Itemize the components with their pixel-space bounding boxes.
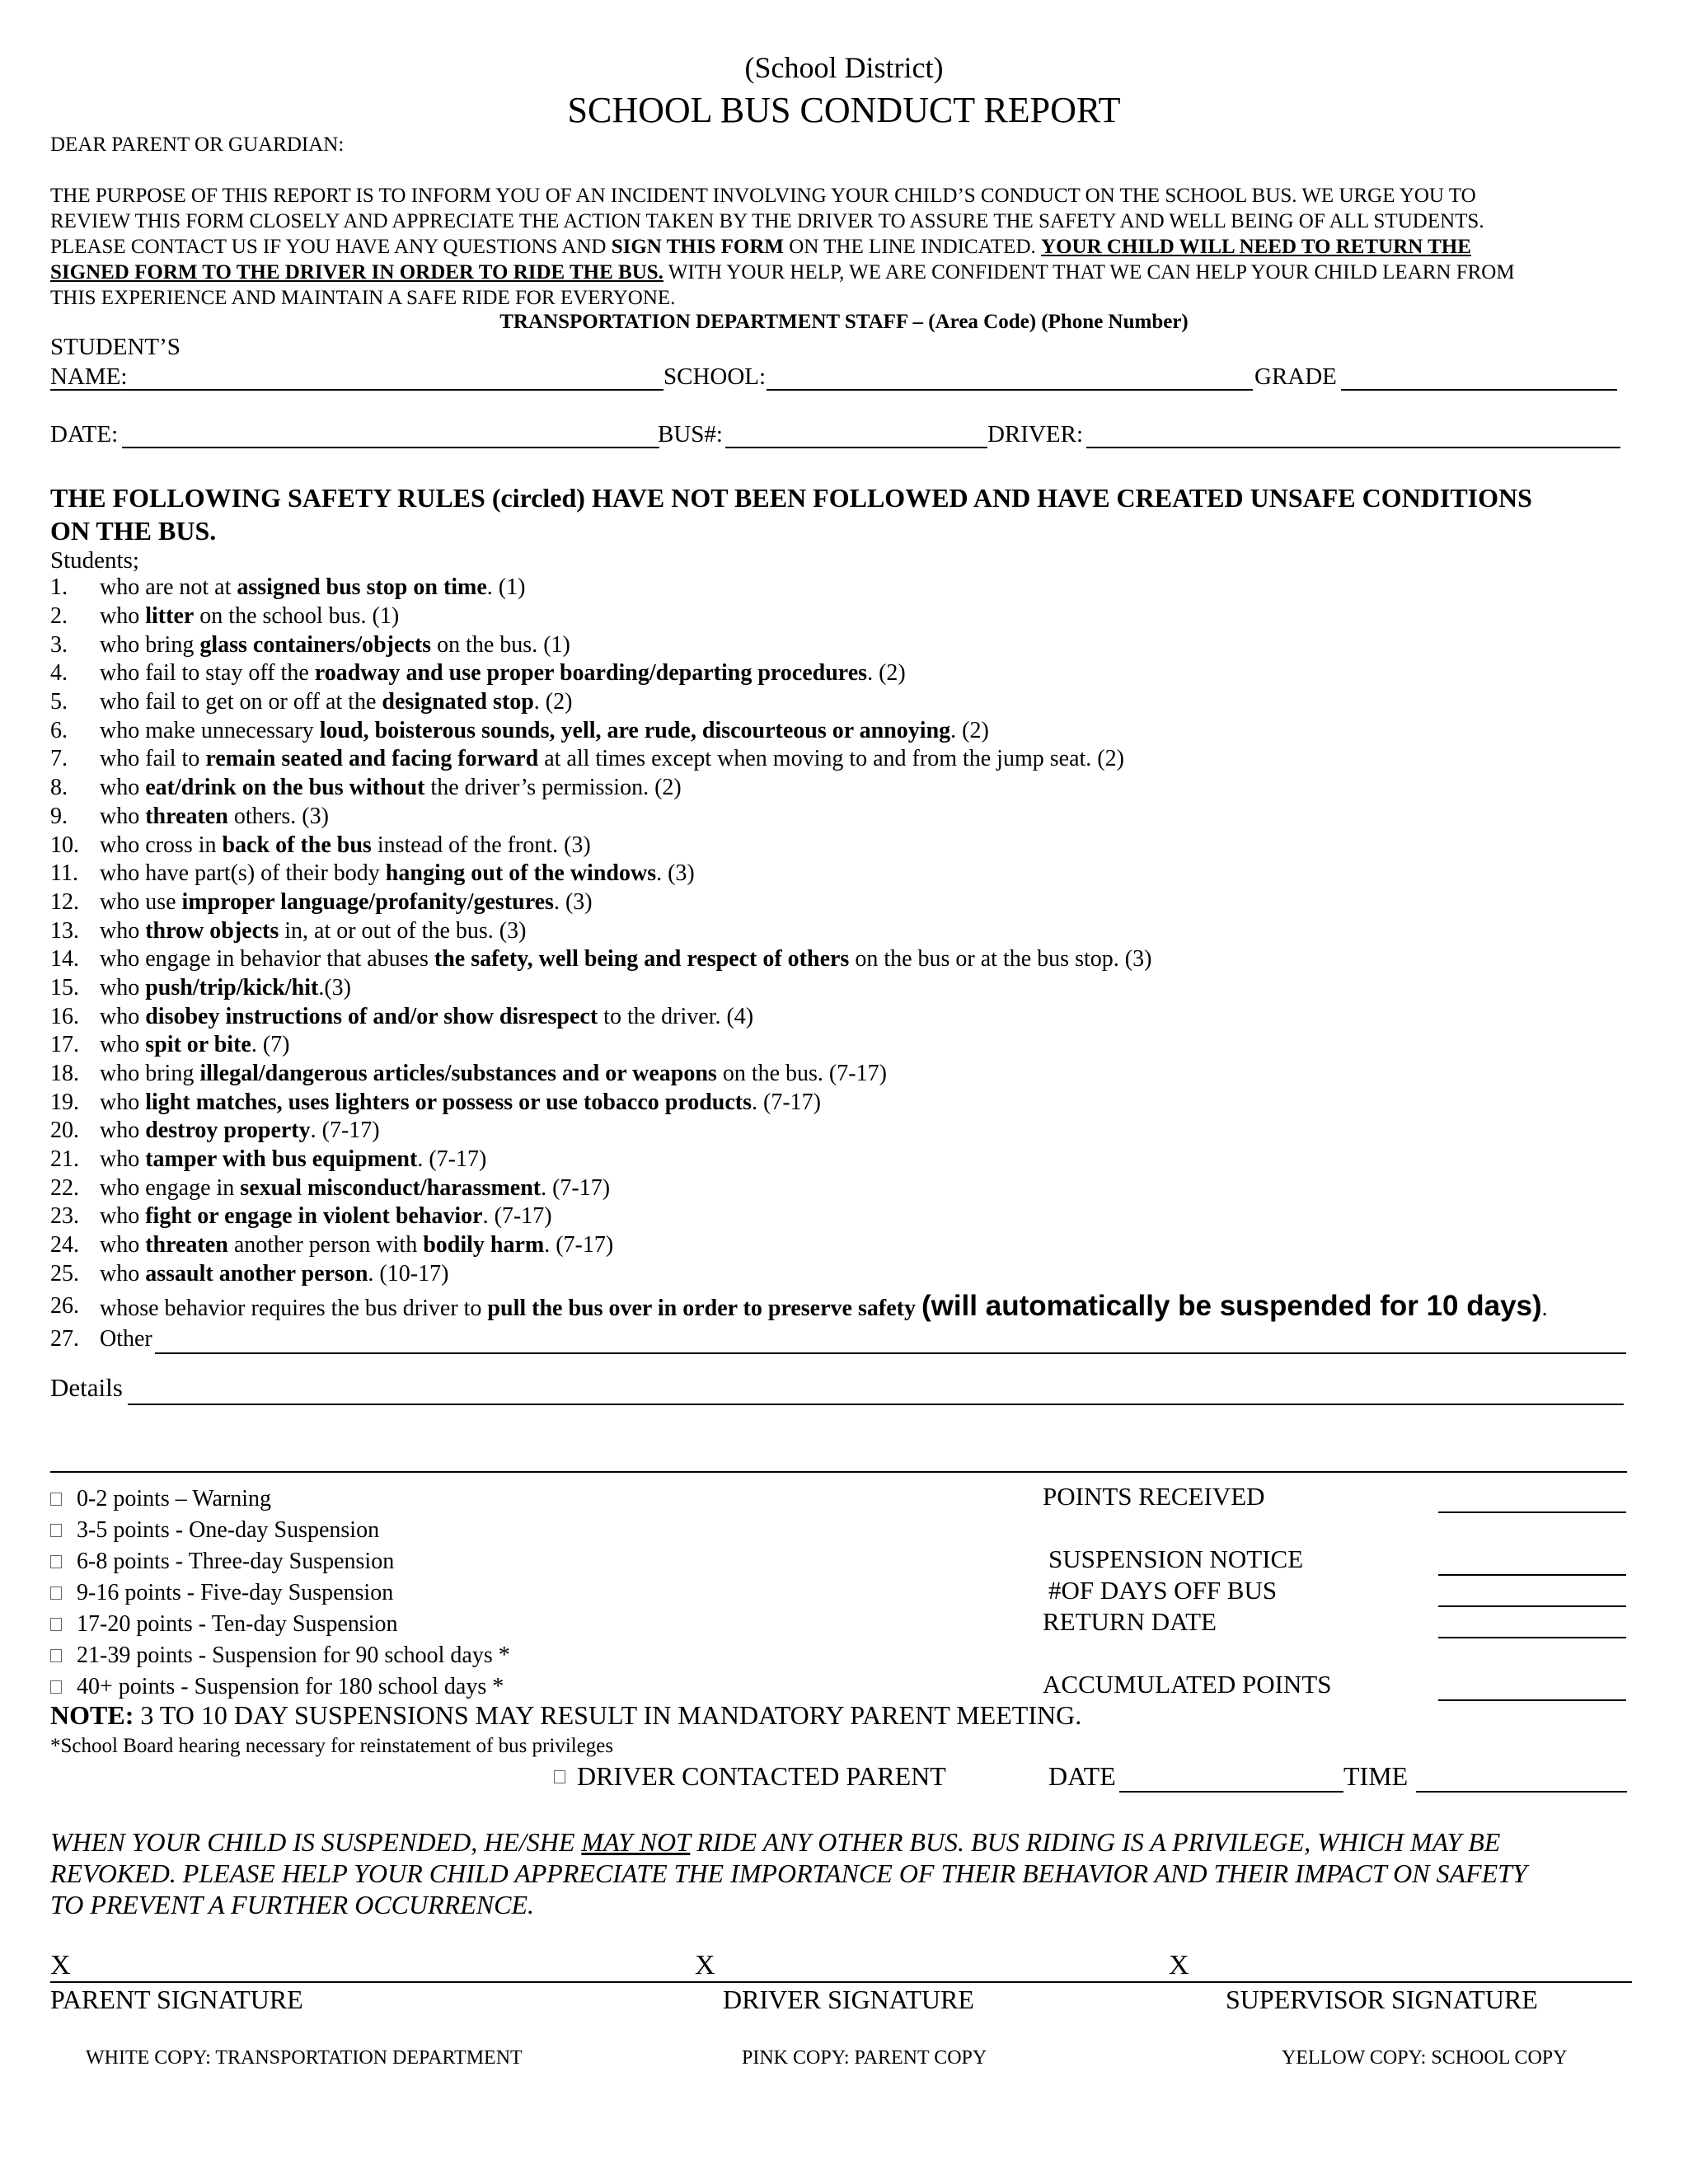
rule-item[interactable] [50, 888, 1658, 917]
rule-number: 6. [50, 717, 68, 743]
rule-text: . (3) [656, 860, 695, 887]
note-text: 3 TO 10 DAY SUSPENSIONS MAY RESULT IN MANDATORY PARENT MEETING. [134, 1700, 1082, 1730]
rule-text: . (10-17) [368, 1260, 449, 1286]
date-field[interactable] [122, 447, 659, 448]
grade-field[interactable] [1341, 389, 1617, 391]
rule-emphasis: sexual misconduct/harassment [240, 1174, 542, 1201]
rule-item[interactable] [50, 1146, 1658, 1174]
checkbox[interactable] [50, 1680, 62, 1694]
rule-item[interactable] [50, 1088, 1658, 1117]
parent-signature-field[interactable] [50, 1981, 695, 1983]
rule-number: 13. [50, 917, 79, 944]
points-option[interactable] [50, 1577, 510, 1609]
rule-text: whose behavior requires the bus driver to [100, 1296, 488, 1322]
driver-signature-x: X [695, 1950, 715, 1980]
points-received-field[interactable] [1438, 1511, 1626, 1513]
checkbox[interactable] [50, 1618, 62, 1631]
rule-text: . (7-17) [482, 1203, 552, 1230]
rule-number: 18. [50, 1061, 79, 1087]
rule-text: .(3) [318, 974, 351, 1001]
purpose-text: PLEASE CONTACT US IF YOU HAVE ANY QUESTIONS AND [50, 236, 612, 258]
suspension-notice-label: SUSPENSION NOTICE [1048, 1544, 1304, 1573]
rule-text: who make unnecessary [100, 717, 320, 743]
rule-text: who [100, 803, 146, 829]
rule-item[interactable] [50, 659, 1658, 688]
rule-text: who [100, 1118, 146, 1144]
points-option-label: 9-16 points - Five-day Suspension [77, 1580, 394, 1605]
rule-item[interactable] [50, 1031, 1658, 1060]
rule-text: Other [100, 1325, 152, 1352]
rule-text: who have part(s) of their body [100, 860, 386, 887]
rule-item[interactable] [50, 916, 1658, 945]
purpose-line-2: REVIEW THIS FORM CLOSELY AND APPRECIATE THE ACTION TAKEN BY THE DRIVER TO ASSURE THE SAFETY AND WELL BEING OF ALL STUDENTS. [50, 210, 1484, 232]
rule-number: 10. [50, 832, 79, 858]
rule-number: 20. [50, 1118, 79, 1144]
warning-text: WHEN YOUR CHILD IS SUSPENDED, HE/SHE [50, 1827, 582, 1857]
rule-number: 9. [50, 803, 68, 829]
rule-item-other[interactable] [50, 1324, 1658, 1353]
checkbox[interactable] [50, 1493, 62, 1506]
rule-emphasis: assault another person [145, 1260, 368, 1286]
rule-emphasis: improper language/profanity/gestures [181, 888, 554, 915]
days-off-label: #OF DAYS OFF BUS [1048, 1576, 1278, 1605]
points-received-label: POINTS RECEIVED [1043, 1482, 1265, 1511]
accumulated-points-label: ACCUMULATED POINTS [1043, 1670, 1332, 1699]
points-option-label: 21-39 points - Suspension for 90 school days * [77, 1643, 510, 1668]
contact-date-label: DATE [1048, 1761, 1116, 1791]
rules-heading-line-2: ON THE BUS. [50, 516, 217, 546]
driver-signature-field[interactable] [695, 1981, 1169, 1983]
rule-number: 23. [50, 1203, 79, 1230]
days-off-field[interactable] [1438, 1605, 1626, 1607]
rule-item[interactable] [50, 1060, 1658, 1089]
details-field-line-2[interactable] [50, 1471, 1627, 1473]
rule-item[interactable] [50, 1174, 1658, 1202]
rule-text: who fail to stay off the [100, 660, 315, 687]
rule-text: . (7) [251, 1032, 290, 1058]
rule-item[interactable] [50, 774, 1658, 803]
rule-text: who [100, 1232, 146, 1258]
driver-label: DRIVER: [987, 421, 1083, 448]
name-field[interactable] [132, 389, 663, 391]
rule-emphasis: spit or bite [145, 1032, 251, 1058]
rule-number: 14. [50, 946, 79, 972]
rule-emphasis: roadway and use proper boarding/departing procedures [314, 660, 868, 687]
rule-emphasis: fight or engage in violent behavior [145, 1203, 483, 1230]
points-option[interactable] [50, 1515, 510, 1546]
rules-heading-line-1: THE FOLLOWING SAFETY RULES (circled) HAVE NOT BEEN FOLLOWED AND HAVE CREATED UNSAFE CONDITIONS [50, 483, 1532, 513]
rule-text: on the bus. (7-17) [716, 1061, 887, 1087]
parent-signature-label: PARENT SIGNATURE [50, 1985, 303, 2014]
rule-emphasis: hanging out of the windows [385, 860, 657, 887]
accumulated-points-field[interactable] [1438, 1699, 1626, 1701]
purpose-text: WITH YOUR HELP, WE ARE CONFIDENT THAT WE CAN HELP YOUR CHILD LEARN FROM [663, 261, 1515, 284]
school-field[interactable] [767, 389, 1253, 391]
students-label: STUDENT’S [50, 334, 181, 360]
warning-line-3: TO PREVENT A FURTHER OCCURRENCE. [50, 1890, 534, 1919]
suspension-warning [50, 1826, 1649, 1920]
automatic-suspension-note: (will automatically be suspended for 10 days) [921, 1290, 1542, 1323]
rule-text: . (7-17) [310, 1118, 380, 1144]
rule-emphasis: glass containers/objects [199, 631, 432, 658]
rule-item[interactable] [50, 803, 1658, 832]
rule-emphasis: threaten [145, 1232, 228, 1258]
sign-form-emphasis: SIGN THIS FORM [611, 236, 785, 258]
rule-text: on the school bus. (1) [194, 603, 400, 630]
rule-number: 25. [50, 1260, 79, 1286]
rule-item[interactable] [50, 602, 1658, 631]
rule-number: 8. [50, 775, 68, 801]
rule-item[interactable] [50, 745, 1658, 774]
rule-emphasis: throw objects [145, 917, 279, 944]
rule-text: to the driver. (4) [598, 1003, 754, 1029]
rule-number: 27. [50, 1325, 79, 1352]
rule-item[interactable] [50, 860, 1658, 888]
rule-emphasis: bodily harm [423, 1232, 545, 1258]
rule-number: 1. [50, 574, 68, 601]
rule-item[interactable] [50, 716, 1658, 745]
rule-item[interactable] [50, 1231, 1658, 1260]
rule-number: 21. [50, 1146, 79, 1173]
date-label: DATE: [50, 421, 119, 448]
staff-contact: TRANSPORTATION DEPARTMENT STAFF – (Area Code) (Phone Number) [499, 311, 1189, 333]
rule-number: 26. [50, 1293, 79, 1319]
supervisor-signature-x: X [1169, 1950, 1189, 1980]
rule-emphasis: pull the bus over in order to preserve safety [487, 1296, 916, 1322]
rule-text: . [1541, 1296, 1548, 1322]
other-field[interactable] [155, 1352, 1626, 1354]
points-option[interactable] [50, 1671, 510, 1703]
rule-text: instead of the front. (3) [371, 832, 591, 858]
warning-text: RIDE ANY OTHER BUS. BUS RIDING IS A PRIVILEGE, WHICH MAY BE [690, 1827, 1501, 1857]
purpose-line-3 [50, 234, 1645, 260]
rule-emphasis: back of the bus [222, 832, 372, 858]
checkbox[interactable] [50, 1649, 62, 1662]
checkbox[interactable] [554, 1770, 565, 1783]
rule-emphasis: loud, boisterous sounds, yell, are rude, discourteous or annoying [319, 717, 951, 743]
rule-emphasis: litter [145, 603, 195, 630]
purpose-text: ON THE LINE INDICATED. [784, 236, 1042, 258]
rules-list [50, 574, 1658, 1353]
may-not-emphasis: MAY NOT [581, 1827, 691, 1857]
rule-text: who [100, 917, 146, 944]
bus-label: BUS#: [658, 421, 723, 448]
points-option-label: 40+ points - Suspension for 180 school days * [77, 1674, 504, 1699]
checkbox[interactable] [50, 1555, 62, 1568]
grade-label: GRADE [1254, 363, 1337, 390]
rules-heading [50, 481, 1641, 547]
rule-number: 24. [50, 1232, 79, 1258]
warning-line-2: REVOKED. PLEASE HELP YOUR CHILD APPRECIATE THE IMPORTANCE OF THEIR BEHAVIOR AND THEIR IMPACT ON SAFETY [50, 1858, 1527, 1888]
rule-number: 16. [50, 1003, 79, 1029]
rule-text: who engage in behavior that abuses [100, 946, 434, 972]
driver-signature-label: DRIVER SIGNATURE [723, 1985, 974, 2014]
parent-signature-x: X [50, 1950, 71, 1980]
rule-emphasis: push/trip/kick/hit [145, 974, 319, 1001]
rule-text: who [100, 974, 146, 1001]
rule-item[interactable] [50, 1288, 1658, 1324]
contact-date-field[interactable] [1119, 1791, 1343, 1793]
pink-copy-label: PINK COPY: PARENT COPY [742, 2047, 987, 2069]
points-option[interactable] [50, 1546, 510, 1577]
rule-number: 2. [50, 603, 68, 630]
return-date-field[interactable] [1438, 1637, 1626, 1638]
rule-number: 4. [50, 660, 68, 687]
report-title: SCHOOL BUS CONDUCT REPORT [567, 90, 1121, 130]
students-intro: Students; [50, 547, 139, 574]
rule-text: . (2) [950, 717, 989, 743]
rule-item[interactable] [50, 1002, 1658, 1031]
rule-text: who [100, 1032, 146, 1058]
rule-text: . (7-17) [541, 1174, 611, 1201]
rule-text: who bring [100, 1061, 200, 1087]
supervisor-signature-field[interactable] [1169, 1981, 1632, 1983]
rule-emphasis: destroy property [145, 1118, 311, 1144]
rule-text: who [100, 1260, 146, 1286]
school-label: SCHOOL: [663, 363, 767, 390]
rule-number: 5. [50, 689, 68, 715]
purpose-line-1: THE PURPOSE OF THIS REPORT IS TO INFORM YOU OF AN INCIDENT INVOLVING YOUR CHILD’S CONDUCT ON THE SCHOOL BUS. WE URGE YOU TO [50, 185, 1476, 207]
rule-emphasis: illegal/dangerous articles/substances and or weapons [199, 1061, 717, 1087]
rule-number: 12. [50, 888, 79, 915]
rule-emphasis: eat/drink on the bus without [145, 775, 425, 801]
rule-item[interactable] [50, 1260, 1658, 1289]
rule-number: 17. [50, 1032, 79, 1058]
contact-time-label: TIME [1343, 1761, 1409, 1791]
return-form-emphasis: SIGNED FORM TO THE DRIVER IN ORDER TO RIDE THE BUS. [50, 261, 663, 284]
rule-emphasis: assigned bus stop on time [237, 574, 487, 601]
rule-text: who fail to get on or off at the [100, 689, 382, 715]
suspension-notice-field[interactable] [1438, 1574, 1626, 1576]
rule-emphasis: remain seated and facing forward [205, 746, 539, 772]
rule-number: 11. [50, 860, 78, 887]
rule-emphasis: the safety, well being and respect of others [434, 946, 850, 972]
details-field[interactable] [128, 1404, 1624, 1405]
return-date-label: RETURN DATE [1043, 1607, 1217, 1636]
students-underline [50, 389, 143, 391]
rule-text: who [100, 775, 146, 801]
rule-item[interactable] [50, 945, 1658, 974]
rule-text: in, at or out of the bus. (3) [279, 917, 527, 944]
yellow-copy-label: YELLOW COPY: SCHOOL COPY [1282, 2047, 1568, 2069]
bus-field[interactable] [725, 447, 987, 448]
rule-item[interactable] [50, 1117, 1658, 1146]
rule-item[interactable] [50, 630, 1658, 659]
rule-emphasis: tamper with bus equipment [145, 1146, 418, 1173]
note-line [50, 1700, 1081, 1731]
rule-text: who bring [100, 631, 200, 658]
points-option-label: 6-8 points - Three-day Suspension [77, 1549, 395, 1574]
rule-text: who [100, 1089, 146, 1115]
rule-text: . (7-17) [417, 1146, 487, 1173]
driver-contacted-parent[interactable] [554, 1761, 946, 1792]
rule-emphasis: disobey instructions of and/or show disrespect [145, 1003, 598, 1029]
checkbox[interactable] [50, 1586, 62, 1600]
rule-text: at all times except when moving to and from the jump seat. (2) [538, 746, 1124, 772]
rule-number: 19. [50, 1089, 79, 1115]
points-scale [50, 1483, 510, 1703]
rule-text: who fail to [100, 746, 206, 772]
points-option[interactable] [50, 1640, 510, 1671]
rule-text: on the bus. (1) [431, 631, 570, 658]
return-form-emphasis: YOUR CHILD WILL NEED TO RETURN THE [1041, 236, 1471, 258]
driver-contacted-label: DRIVER CONTACTED PARENT [577, 1761, 946, 1791]
rule-text: who cross in [100, 832, 223, 858]
purpose-paragraph [50, 183, 1645, 311]
note-label: NOTE: [50, 1700, 134, 1730]
points-option[interactable] [50, 1483, 510, 1515]
rule-number: 7. [50, 746, 68, 772]
rule-text: the driver’s permission. (2) [424, 775, 682, 801]
rule-item[interactable] [50, 831, 1658, 860]
rule-text: who [100, 1203, 146, 1230]
rule-emphasis: threaten [145, 803, 228, 829]
name-label: NAME: [50, 363, 128, 390]
rule-emphasis: light matches, uses lighters or possess or use tobacco products [145, 1089, 753, 1115]
rule-item[interactable] [50, 688, 1658, 717]
rule-text: . (1) [486, 574, 526, 601]
rule-text: another person with [227, 1232, 424, 1258]
rule-text: who engage in [100, 1174, 241, 1201]
rule-text: . (3) [553, 888, 593, 915]
points-option-label: 3-5 points - One-day Suspension [77, 1517, 380, 1543]
rule-number: 15. [50, 974, 79, 1001]
rule-text: . (7-17) [752, 1089, 822, 1115]
purpose-line-4 [50, 260, 1645, 285]
rule-text: on the bus or at the bus stop. (3) [849, 946, 1152, 972]
supervisor-signature-label: SUPERVISOR SIGNATURE [1226, 1985, 1538, 2014]
rule-text: . (2) [867, 660, 906, 687]
salutation: DEAR PARENT OR GUARDIAN: [50, 134, 345, 156]
rule-text: who [100, 1146, 146, 1173]
rule-item[interactable] [50, 974, 1658, 1003]
rule-number: 3. [50, 631, 68, 658]
rule-text: who [100, 603, 146, 630]
driver-field[interactable] [1086, 447, 1620, 448]
contact-time-field[interactable] [1416, 1791, 1627, 1793]
points-option[interactable] [50, 1609, 510, 1640]
school-district: (School District) [744, 51, 944, 84]
rule-emphasis: designated stop [382, 689, 534, 715]
warning-line-1 [50, 1826, 1649, 1858]
purpose-line-5: THIS EXPERIENCE AND MAINTAIN A SAFE RIDE FOR EVERYONE. [50, 287, 676, 309]
rule-text: who use [100, 888, 182, 915]
rule-text: who [100, 1003, 146, 1029]
checkbox[interactable] [50, 1524, 62, 1537]
white-copy-label: WHITE COPY: TRANSPORTATION DEPARTMENT [86, 2047, 523, 2069]
rule-item[interactable] [50, 1202, 1658, 1231]
rule-text: . (7-17) [544, 1232, 614, 1258]
rule-number: 22. [50, 1174, 79, 1201]
details-label: Details [50, 1373, 123, 1402]
rule-text: others. (3) [227, 803, 329, 829]
rule-text: who are not at [100, 574, 237, 601]
points-option-label: 17-20 points - Ten-day Suspension [77, 1611, 398, 1637]
rule-text [916, 1296, 921, 1321]
rule-text: . (2) [533, 689, 573, 715]
points-option-label: 0-2 points – Warning [77, 1486, 271, 1511]
rule-item[interactable] [50, 574, 1658, 602]
hearing-note: *School Board hearing necessary for reinstatement of bus privileges [50, 1735, 614, 1757]
